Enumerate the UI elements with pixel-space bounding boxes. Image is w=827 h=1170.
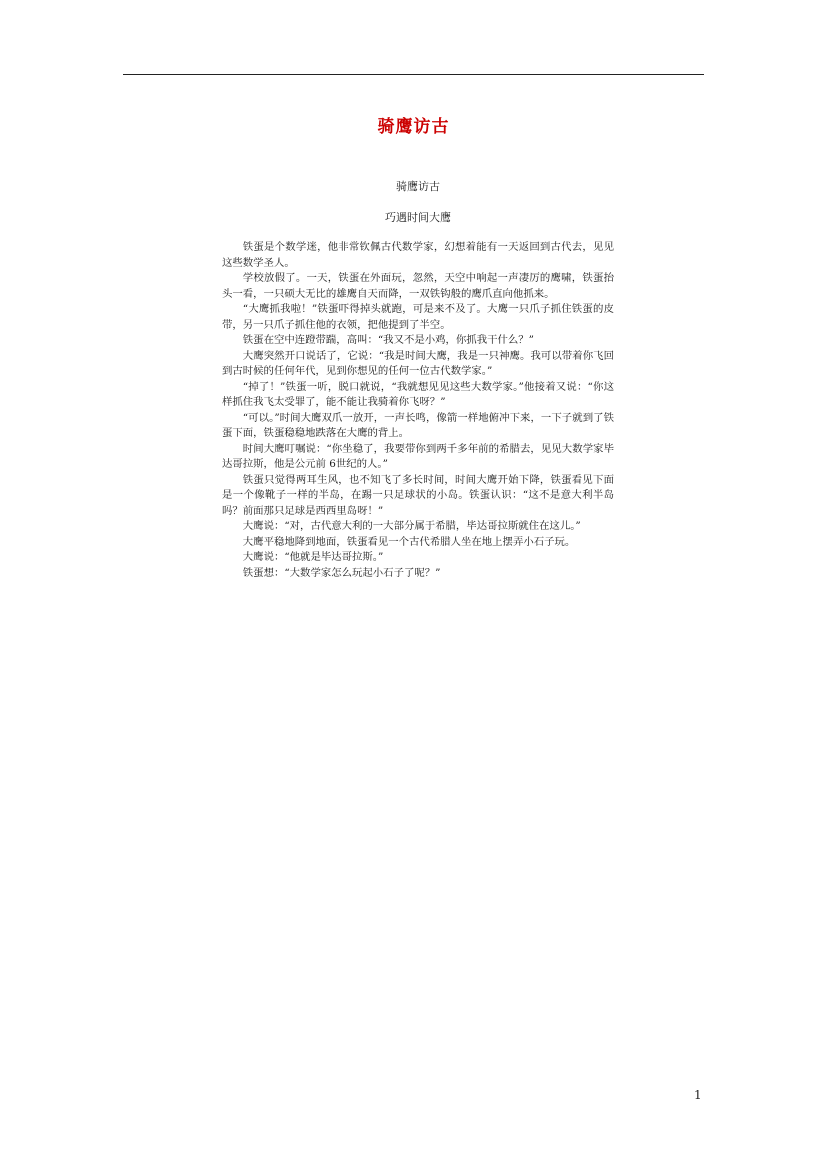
paragraph: 铁蛋是个数学迷，他非常钦佩古代数学家，幻想着能有一天返回到古代去，见见这些数学圣人。 [222, 241, 614, 269]
article-title: 骑鹰访古 [396, 180, 440, 193]
paragraph: 大鹰说：“他就是毕达哥拉斯。” [242, 551, 384, 563]
paragraph: 铁蛋在空中连蹬带踹，高叫：“我又不是小鸡，你抓我干什么？” [242, 334, 534, 346]
article-body [222, 240, 614, 581]
section-title: 巧遇时间大鹰 [385, 211, 451, 224]
paragraph: 铁蛋只觉得两耳生风，也不知飞了多长时间，时间大鹰开始下降，铁蛋看见下面是一个像靴子一样的半岛，在踢一只足球状的小岛。铁蛋认识：“这不是意大利半岛吗？前面那只足球是西西里岛呀！” [222, 473, 614, 517]
paragraph: 学校放假了。一天，铁蛋在外面玩，忽然，天空中响起一声凄厉的鹰啸，铁蛋抬头一看，一只硕大无比的雄鹰自天而降，一双铁钩般的鹰爪直向他抓来。 [222, 272, 614, 300]
page-number: 1 [694, 1088, 702, 1102]
paragraph: “可以。”时间大鹰双爪一放开，一声长鸣，像箭一样地俯冲下来，一下子就到了铁蛋下面，铁蛋稳稳地跌落在大鹰的背上。 [222, 411, 614, 439]
paragraph: 铁蛋想：“大数学家怎么玩起小石子了呢？” [242, 566, 441, 579]
scanned-article [222, 176, 614, 581]
paragraph: 时间大鹰叮嘱说：“你坐稳了，我要带你到两千多年前的希腊去，见见大数学家毕达哥拉斯，他是公元前 6世纪的人。” [222, 442, 614, 470]
paragraph: 大鹰平稳地降到地面，铁蛋看见一个古代希腊人坐在地上摆弄小石子玩。 [242, 535, 576, 548]
paragraph: “掉了！”铁蛋一听，脱口就说，“我就想见见这些大数学家。”他接着又说：“你这样抓住我飞太受罪了，能不能让我骑着你飞呀？” [222, 380, 614, 408]
page-title: 骑鹰访古 [377, 117, 450, 137]
paragraph: “大鹰抓我啦！”铁蛋吓得掉头就跑，可是来不及了。大鹰一只爪子抓住铁蛋的皮带，另一只爪子抓住他的衣领，把他提到了半空。 [222, 303, 614, 331]
paragraph: 大鹰说：“对，古代意大利的一大部分属于希腊，毕达哥拉斯就住在这儿。” [242, 520, 581, 532]
header-rule [123, 74, 704, 75]
paragraph: 大鹰突然开口说话了，它说：“我是时间大鹰，我是一只神鹰。我可以带着你飞回到古时候的任何年代，见到你想见的任何一位古代数学家。” [222, 349, 614, 377]
